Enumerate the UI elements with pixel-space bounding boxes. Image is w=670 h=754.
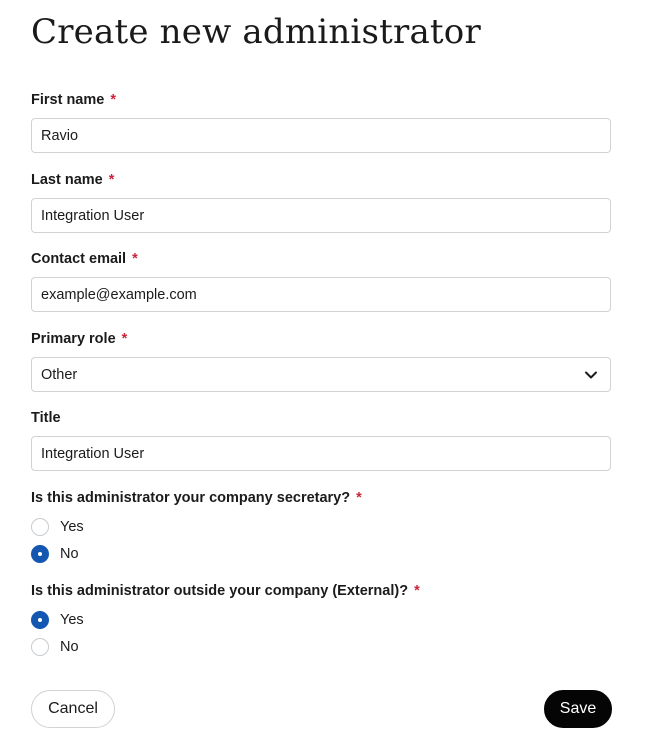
radio-label: No: [60, 546, 79, 562]
page-title: Create new administrator: [31, 12, 481, 52]
radio-button[interactable]: [31, 638, 49, 656]
title-label: Title: [31, 410, 61, 426]
radio-label: Yes: [60, 519, 84, 535]
external-question: Is this administrator outside your company (External)? *: [31, 583, 420, 599]
save-button[interactable]: Save: [544, 690, 612, 728]
radio-button[interactable]: [31, 545, 49, 563]
radio-label: No: [60, 639, 79, 655]
last-name-input[interactable]: [32, 199, 610, 232]
last-name-label: Last name *: [31, 172, 115, 188]
first-name-label: First name *: [31, 92, 116, 108]
radio-label: Yes: [60, 612, 84, 628]
radio-button[interactable]: [31, 611, 49, 629]
cancel-button[interactable]: Cancel: [31, 690, 115, 728]
company-secretary-option-yes[interactable]: [31, 516, 84, 538]
title-input[interactable]: [32, 437, 610, 470]
required-marker: *: [414, 583, 420, 599]
contact-email-input[interactable]: [32, 278, 610, 311]
primary-role-select[interactable]: [31, 357, 611, 392]
radio-button[interactable]: [31, 518, 49, 536]
title-field[interactable]: [31, 436, 611, 471]
primary-role-value: Other: [41, 367, 78, 383]
external-option-yes[interactable]: [31, 609, 84, 631]
primary-role-label: Primary role *: [31, 331, 128, 347]
first-name-field[interactable]: [31, 118, 611, 153]
company-secretary-question: Is this administrator your company secretary? *: [31, 490, 362, 506]
external-option-no[interactable]: [31, 636, 79, 658]
required-marker: *: [132, 251, 138, 267]
required-marker: *: [356, 490, 362, 506]
required-marker: *: [121, 331, 128, 347]
company-secretary-option-no[interactable]: [31, 543, 79, 565]
required-marker: *: [110, 92, 116, 108]
required-marker: *: [108, 172, 115, 188]
contact-email-label: Contact email *: [31, 251, 138, 267]
contact-email-field[interactable]: [31, 277, 611, 312]
last-name-field[interactable]: [31, 198, 611, 233]
first-name-input[interactable]: [32, 119, 610, 152]
chevron-down-icon: [584, 368, 598, 382]
